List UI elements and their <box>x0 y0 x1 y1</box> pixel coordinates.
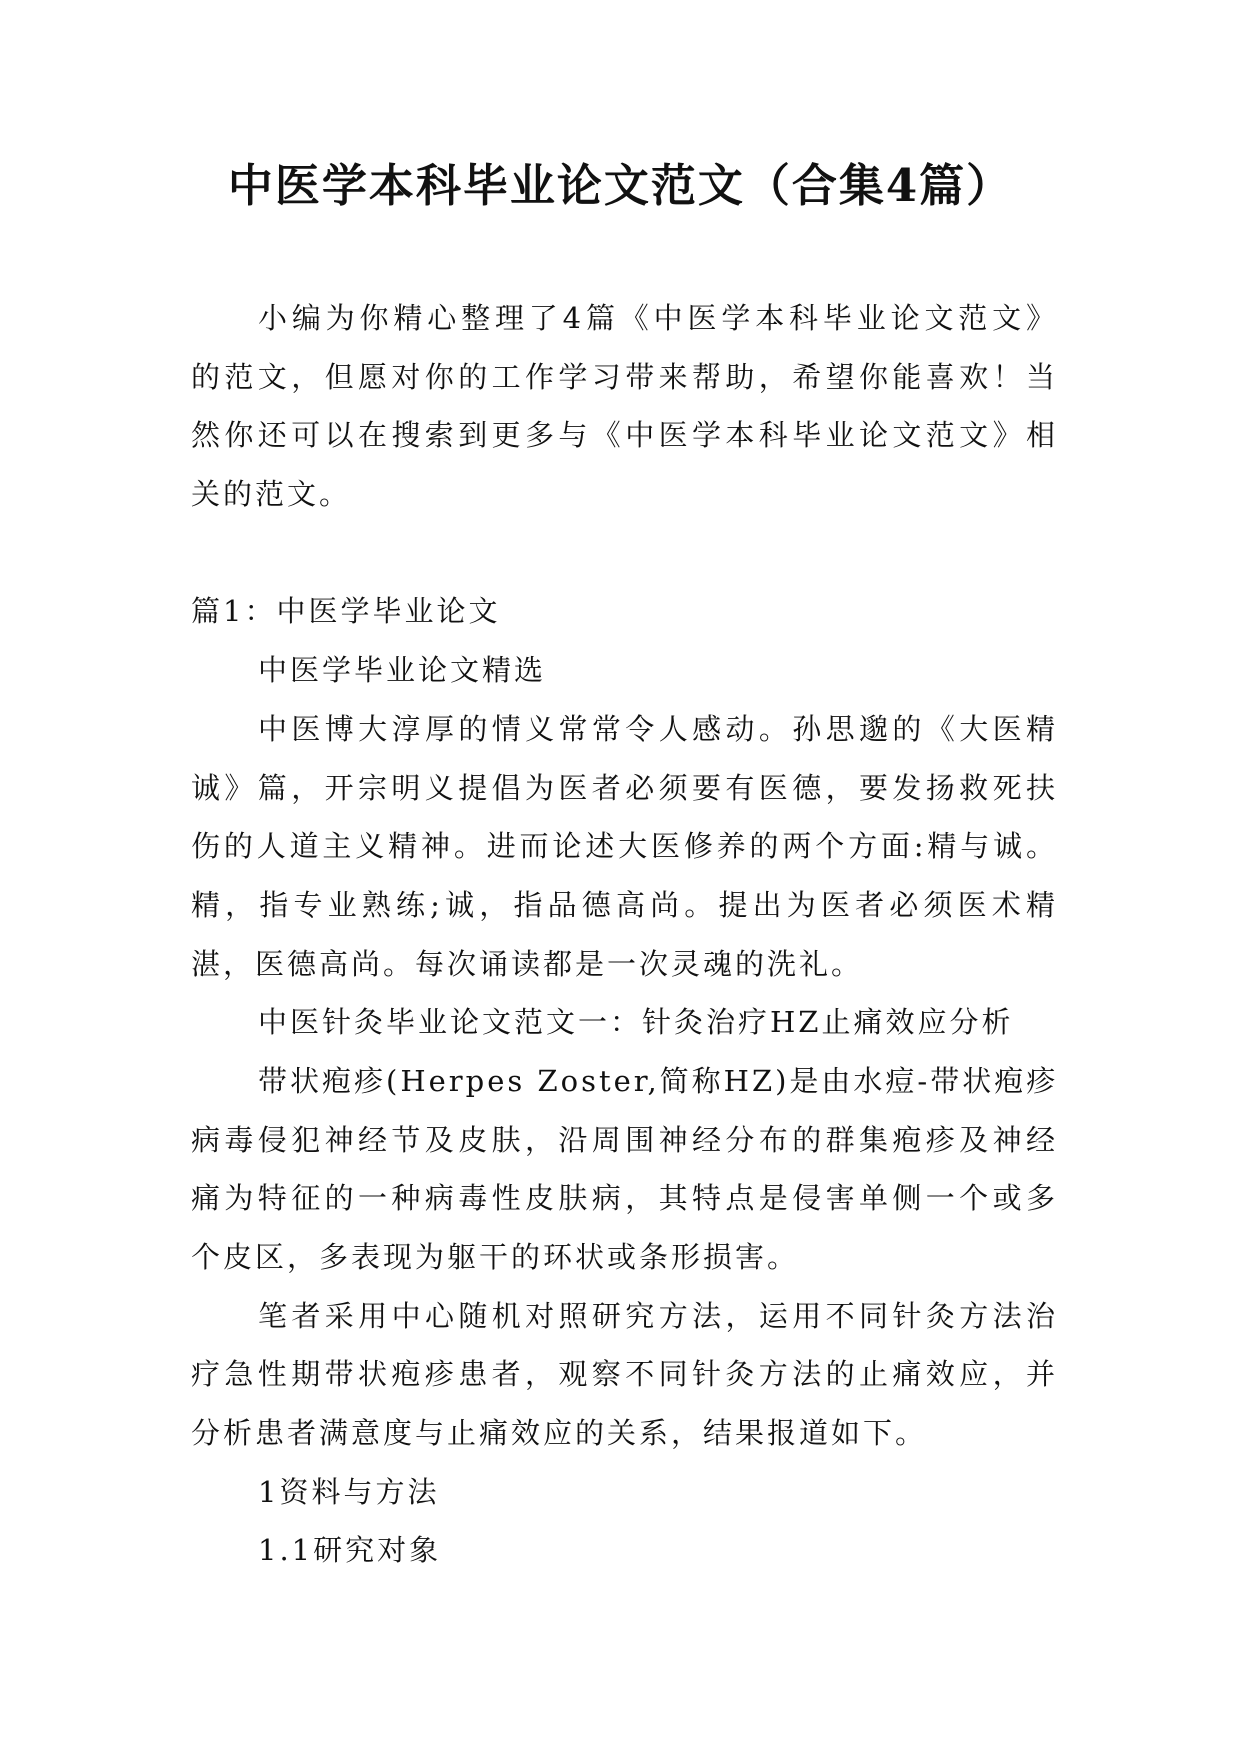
subsection-heading: 1.1研究对象 <box>258 1533 442 1568</box>
page-title: 中医学本科毕业论文范文（合集4篇） <box>227 159 1014 212</box>
paragraph-line: 病毒侵犯神经节及皮肤，沿周围神经分布的群集疱疹及神经 <box>191 1122 1058 1157</box>
intro-line: 关的范文。 <box>191 477 352 512</box>
paragraph-line: 中医博大淳厚的情义常常令人感动。孙思邈的《大医精 <box>258 711 1058 746</box>
intro-line: 小编为你精心整理了4篇《中医学本科毕业论文范文》 <box>258 301 1058 335</box>
paragraph-line: 精，指专业熟练;诚，指品德高尚。提出为医者必须医术精 <box>191 887 1058 922</box>
subsection-heading: 1资料与方法 <box>258 1474 440 1509</box>
paragraph <box>191 1287 1058 1463</box>
section-heading: 篇1：中医学毕业论文 <box>191 594 501 629</box>
paragraph-line: 带状疱疹(Herpes Zoster,简称HZ)是由水痘-带状疱疹 <box>258 1063 1058 1098</box>
paragraph-line: 笔者采用中心随机对照研究方法，运用不同针灸方法治 <box>258 1298 1058 1333</box>
article-title: 中医针灸毕业论文范文一：针灸治疗HZ止痛效应分析 <box>258 1005 1014 1040</box>
paragraph <box>191 700 1058 993</box>
paragraph-line: 个皮区，多表现为躯干的环状或条形损害。 <box>191 1240 800 1274</box>
section-subtitle: 中医学毕业论文精选 <box>258 653 547 688</box>
paragraph-line: 分析患者满意度与止痛效应的关系，结果报道如下。 <box>191 1416 928 1451</box>
paragraph-line: 疗急性期带状疱疹患者，观察不同针灸方法的止痛效应，并 <box>191 1357 1058 1392</box>
document-body <box>191 289 1058 1580</box>
paragraph-line: 伤的人道主义精神。进而论述大医修养的两个方面:精与诚。 <box>191 829 1058 864</box>
intro-line: 然你还可以在搜索到更多与《中医学本科毕业论文范文》相 <box>191 418 1058 453</box>
blank-line <box>191 524 1058 583</box>
paragraph-line: 诚》篇，开宗明义提倡为医者必须要有医德，要发扬救死扶 <box>191 770 1058 805</box>
intro-paragraph <box>191 289 1058 524</box>
paragraph-line: 痛为特征的一种病毒性皮肤病，其特点是侵害单侧一个或多 <box>191 1181 1058 1216</box>
intro-line: 的范文，但愿对你的工作学习带来帮助，希望你能喜欢！当 <box>191 359 1058 394</box>
paragraph-line: 湛，医德高尚。每次诵读都是一次灵魂的洗礼。 <box>191 946 864 981</box>
paragraph <box>191 1052 1058 1287</box>
